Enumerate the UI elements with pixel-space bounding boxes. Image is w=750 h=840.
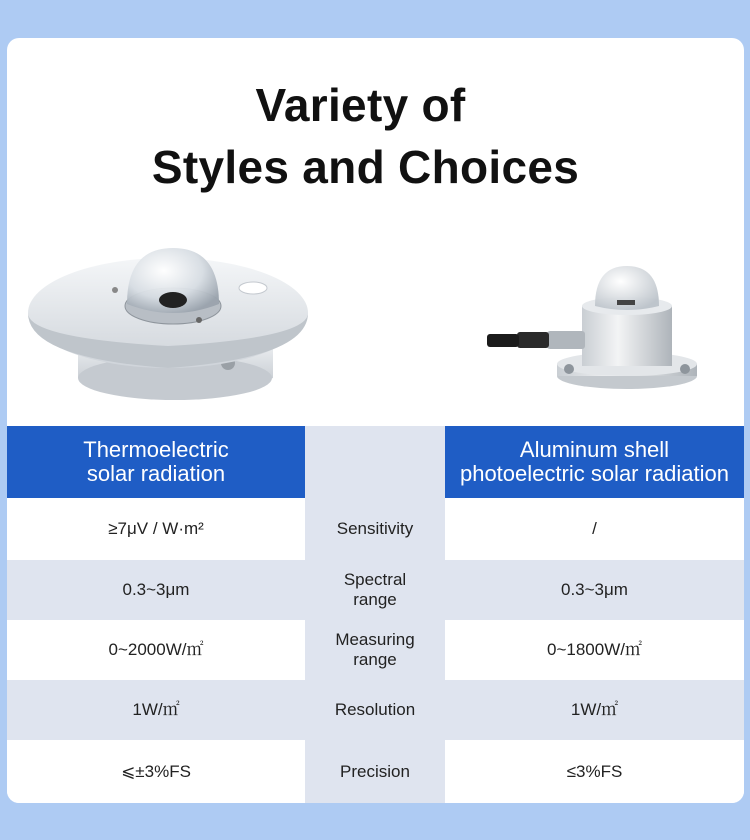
spec-row	[7, 740, 744, 803]
title-line-2: Styles and Choices	[151, 141, 580, 193]
spec-label	[305, 620, 445, 680]
spec-row	[7, 560, 744, 620]
spec-label-line2: range	[353, 590, 397, 609]
title-line-1: Variety of	[255, 79, 466, 131]
right-product-name-line2: photoelectric solar radiation	[459, 461, 730, 486]
left-product-header	[7, 426, 305, 498]
left-value: 0~2000W/㎡	[7, 620, 305, 680]
right-product-name-line1: Aluminum shell	[519, 437, 670, 462]
spec-label: Precision	[305, 740, 445, 803]
spec-label-line2: range	[353, 650, 397, 669]
spec-label: Resolution	[305, 680, 445, 740]
product-card	[7, 38, 744, 803]
right-value: /	[445, 498, 744, 560]
right-value: 0~1800W/㎡	[445, 620, 744, 680]
spec-header-row	[7, 426, 744, 498]
right-value: 0.3~3μm	[445, 560, 744, 620]
spec-label-line1: Measuring	[335, 630, 415, 649]
spec-label: Sensitivity	[305, 498, 445, 560]
spec-row	[7, 620, 744, 680]
right-product-header	[445, 426, 744, 498]
spec-label	[305, 560, 445, 620]
spec-label-line1: Spectral	[343, 570, 407, 589]
left-value: ⩽±3%FS	[7, 740, 305, 803]
aluminum-pyranometer-image	[477, 246, 707, 396]
left-value: 1W/㎡	[7, 680, 305, 740]
left-product-name-line1: Thermoelectric	[83, 437, 229, 462]
label-column-header	[305, 426, 445, 498]
right-value: 1W/㎡	[445, 680, 744, 740]
left-value: ≥7μV / W·m²	[7, 498, 305, 560]
right-value: ≤3%FS	[445, 740, 744, 803]
page-title	[7, 74, 744, 198]
left-value: 0.3~3μm	[7, 560, 305, 620]
spec-row	[7, 498, 744, 560]
thermoelectric-pyranometer-image	[23, 218, 313, 408]
spec-row	[7, 680, 744, 740]
left-product-name-line2: solar radiation	[86, 461, 226, 486]
